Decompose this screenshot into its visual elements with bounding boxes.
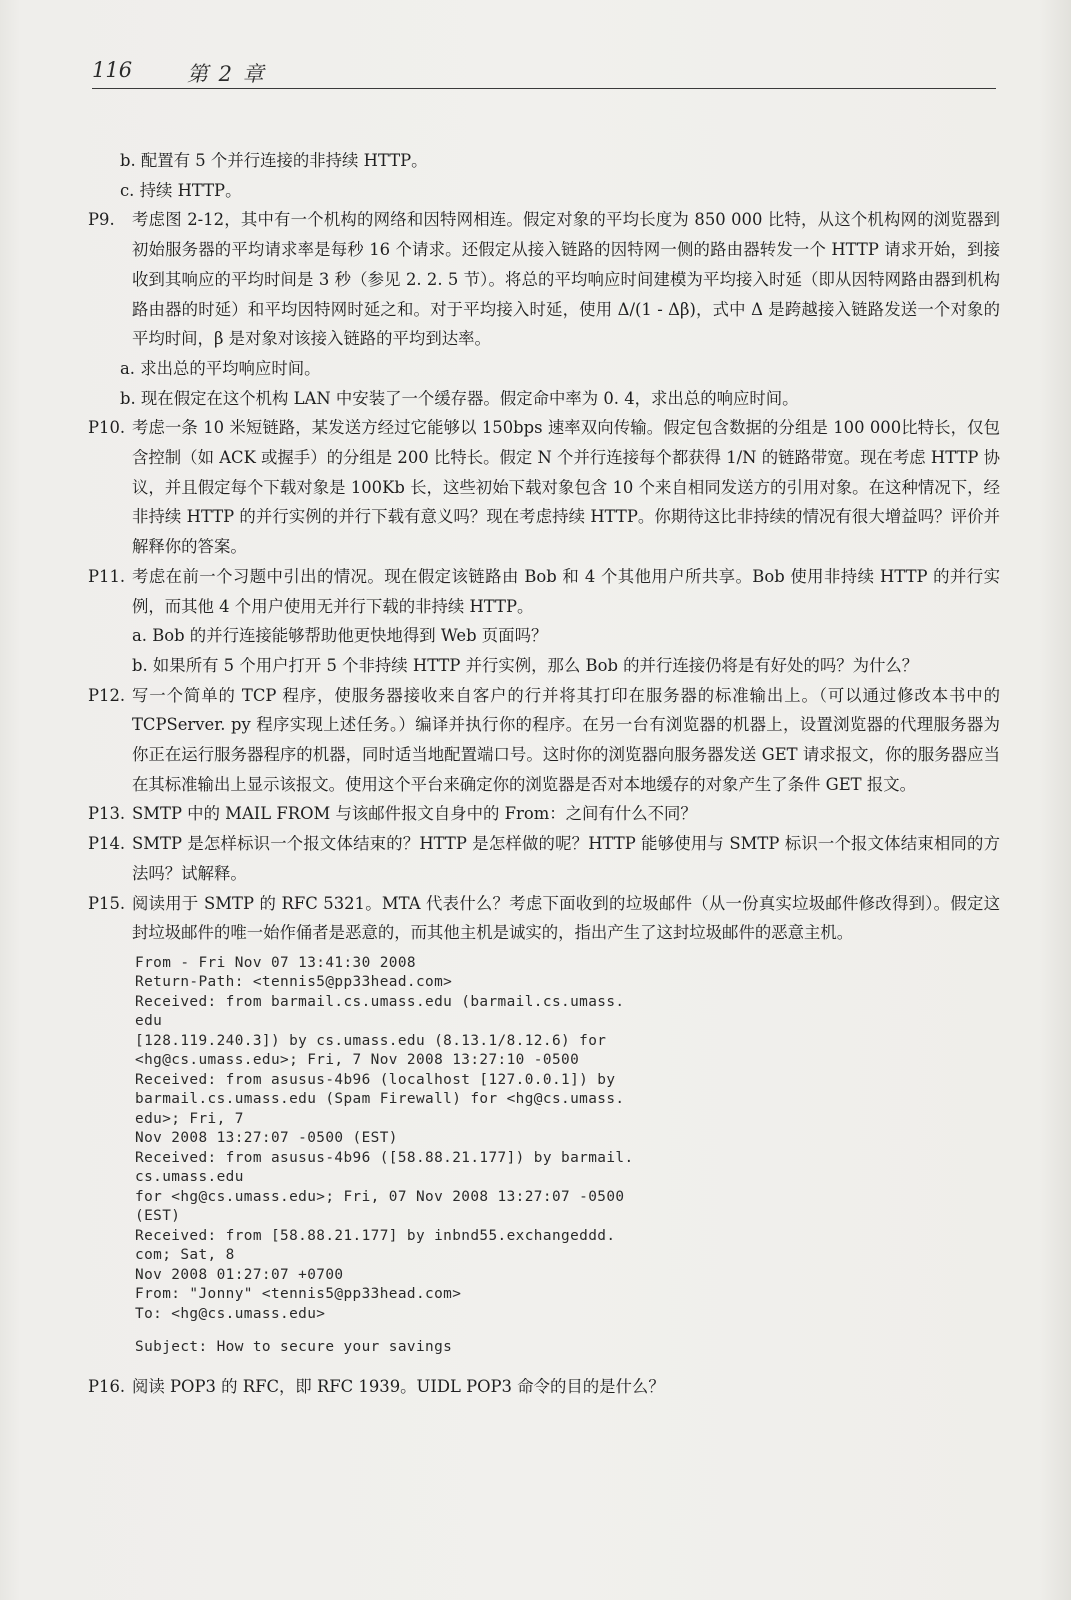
problem-text: SMTP 中的 MAIL FROM 与该邮件报文自身中的 From：之间有什么不同？ (132, 804, 697, 824)
sub-item: a. Bob 的并行连接能够帮助他更快地得到 Web 页面吗？ (132, 626, 548, 646)
code-line: Return-Path: <tennis5@pp33head.com> (135, 974, 453, 991)
sub-item: b. 如果所有 5 个用户打开 5 个非持续 HTTP 并行实例，那么 Bob 的并行连接仍将是有好处的吗？为什么？ (132, 655, 919, 675)
problem-p14 (88, 829, 1000, 888)
code-line: Received: from asusus-4b96 ([58.88.21.177]) by barmail. (135, 1149, 634, 1166)
code-line: Received: from asusus-4b96 (localhost [127.0.0.1]) by (135, 1071, 616, 1088)
code-subject-line: Subject: How to secure your savings (135, 1339, 453, 1356)
problem-text: SMTP 是怎样标识一个报文体结束的？HTTP 是怎样做的呢？HTTP 能够使用与 SMTP 标识一个报文体结束相同的方法吗？试解释。 (132, 834, 1000, 883)
problem-text: 考虑图 2-12，其中有一个机构的网络和因特网相连。假定对象的平均长度为 850 000 比特，从这个机构网的浏览器到初始服务器的平均请求率是每秒 16 个请求。还假定从接入链路的因特网一侧的路由器转发一个 HTTP 请求开始，到接收到其响应的平均时间是 3 秒（参见 2. 2. 5 节）。将总的平均响应时间建模为平均接入时延（即从因特网路由器到机构路由器的时延）和平均因特网时延之和。对于平均接入时延，使用 Δ/(1 - Δβ)，式中 Δ 是跨越接入链路发送一个对象的平均时间，β 是对象对该接入链路的平均到达率。 (132, 210, 1000, 349)
sub-item: b. 现在假定在这个机构 LAN 中安装了一个缓存器。假定命中率为 0. 4，求出总的响应时间。 (120, 388, 799, 408)
code-line: [128.119.240.3]) by cs.umass.edu (8.13.1/8.12.6) for (135, 1032, 607, 1049)
spam-email-headers (135, 954, 1000, 1358)
problem-number: P13. (88, 804, 126, 824)
sub-item: b. 配置有 5 个并行连接的非持续 HTTP。 (120, 151, 428, 170)
code-line: (EST) (135, 1208, 181, 1225)
page-number: 116 (92, 58, 133, 82)
problems-section (88, 146, 1000, 1402)
sub-item: c. 持续 HTTP。 (120, 180, 242, 200)
code-line: To: <hg@cs.umass.edu> (135, 1305, 326, 1322)
problem-text: 考虑在前一个习题中引出的情况。现在假定该链路由 Bob 和 4 个其他用户所共享。Bob 使用非持续 HTTP 的并行实例，而其他 4 个用户使用无并行下载的非持续 HTTP。 (132, 566, 1000, 616)
problem-p10 (88, 413, 1000, 562)
code-line: edu>; Fri, 7 (135, 1110, 244, 1127)
problem-p13 (88, 799, 1000, 829)
problem-text: 阅读用于 SMTP 的 RFC 5321。MTA 代表什么？考虑下面收到的垃圾邮件（从一份真实垃圾邮件修改得到）。假定这封垃圾邮件的唯一始作俑者是恶意的，而其他主机是诚实的，指出产生了这封垃圾邮件的恶意主机。 (132, 893, 1000, 943)
problem-number: P15. (88, 893, 126, 913)
code-line: for <hg@cs.umass.edu>; Fri, 07 Nov 2008 13:27:07 -0500 (135, 1188, 625, 1205)
problem-number: P11. (88, 566, 126, 586)
problem-number: P9. (88, 210, 115, 230)
problem-number: P10. (88, 418, 126, 438)
code-line: Received: from barmail.cs.umass.edu (barmail.cs.umass. (135, 993, 625, 1010)
problem-p11 (88, 562, 1000, 621)
problem-p16 (88, 1372, 1000, 1402)
code-line: Nov 2008 13:27:07 -0500 (EST) (135, 1130, 398, 1147)
code-line: From - Fri Nov 07 13:41:30 2008 (135, 954, 416, 971)
problem-p15 (88, 889, 1000, 948)
sub-item: a. 求出总的平均响应时间。 (120, 358, 321, 378)
code-line: com; Sat, 8 (135, 1247, 235, 1264)
chapter-title: 第 2 章 (187, 62, 266, 86)
problem-text: 阅读 POP3 的 RFC，即 RFC 1939。UIDL POP3 命令的目的是什么？ (132, 1376, 665, 1396)
problem-number: P12. (88, 685, 126, 705)
problem-text: 写一个简单的 TCP 程序，使服务器接收来自客户的行并将其打印在服务器的标准输出上。（可以通过修改本书中的 TCPServer. py 程序实现上述任务。）编译并执行你的程序。在另一台有浏览器的机器上，设置浏览器的代理服务器为你正在运行服务器程序的机器，同时适当地配置端口号。这时你的浏览器向服务器发送 GET 请求报文，你的服务器应当在其标准输出上显示该报文。使用这个平台来确定你的浏览器是否对本地缓存的对象产生了条件 GET 报文。 (132, 685, 1000, 794)
problem-number: P14. (88, 834, 126, 854)
code-line: <hg@cs.umass.edu>; Fri, 7 Nov 2008 13:27:10 -0500 (135, 1052, 580, 1069)
code-line: Nov 2008 01:27:07 +0700 (135, 1266, 344, 1283)
problem-number: P16. (88, 1376, 126, 1396)
code-line: Received: from [58.88.21.177] by inbnd55.exchangeddd. (135, 1227, 616, 1244)
problem-text: 考虑一条 10 米短链路，某发送方经过它能够以 150bps 速率双向传输。假定包含数据的分组是 100 000比特长，仅包含控制（如 ACK 或握手）的分组是 200 比特长。假定 N 个并行连接每个都获得 1/N 的链路带宽。现在考虑 HTTP 协议，并且假定每个下载对象是 100Kb 长，这些初始下载对象包含 10 个来自相同发送方的引用对象。在这种情况下，经非持续 HTTP 的并行实例的并行下载有意义吗？现在考虑持续 HTTP。你期待这比非持续的情况有很大增益吗？评价并解释你的答案。 (132, 418, 1000, 557)
code-line: From: "Jonny" <tennis5@pp33head.com> (135, 1286, 462, 1303)
problem-p9 (88, 205, 1000, 354)
running-header (92, 58, 996, 89)
code-line: barmail.cs.umass.edu (Spam Firewall) for <hg@cs.umass. (135, 1091, 625, 1108)
code-line: cs.umass.edu (135, 1169, 244, 1186)
code-line: edu (135, 1013, 163, 1030)
problem-p12 (88, 681, 1000, 800)
